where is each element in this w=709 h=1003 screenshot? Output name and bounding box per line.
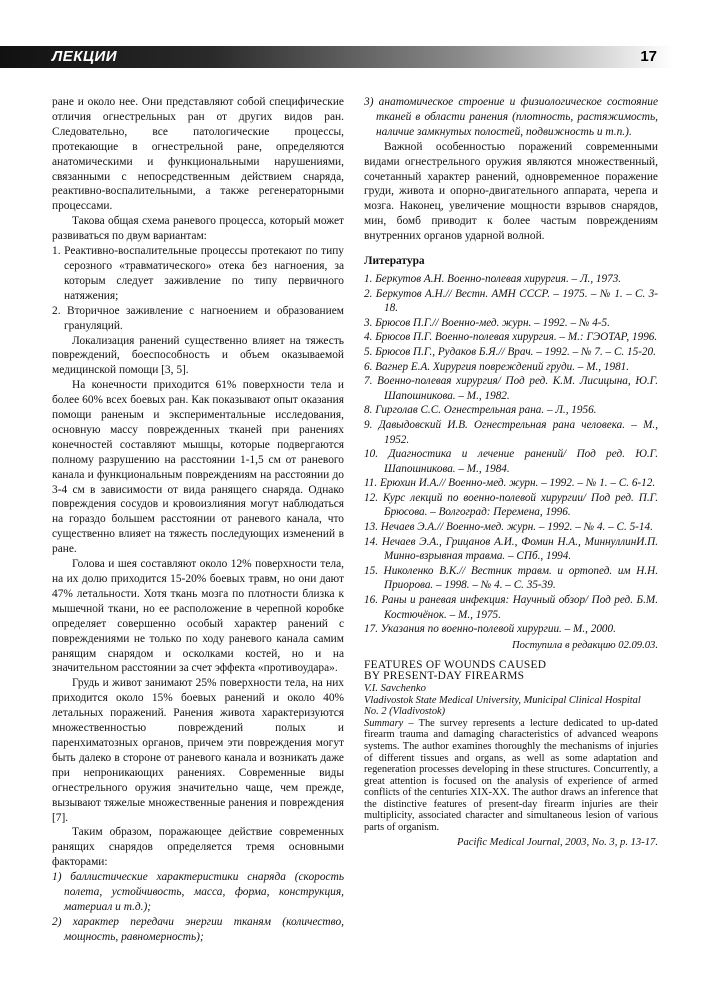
factor-item: 3) анатомическое строение и физиологическое состояние тканей в области ранения (плотность, растяжимость, наличие замкнутых полостей, подвижность и т.п.). xyxy=(364,96,658,138)
paragraph: ране и около нее. Они представляют собой специфические отличия огнестрельных ран от других видов ран. Следовательно, все патологические процессы, протекающие в огнестрельной ране, определяются анатомическими и функциональными нарушениями, связанными с непосредственным действием снаряда, реактивно-воспалительными, а также регенераторными процессами. xyxy=(52,96,344,213)
reference-item: 12. Курс лекций по военно-полевой хирургии/ Под ред. П.Г. Брюсова. – Волгоград: Перемена, 1996. xyxy=(364,491,658,519)
paragraph: Локализация ранений существенно влияет на тяжесть повреждений, боеспособность и объем оказываемой медицинской помощи [3, 5]. xyxy=(52,334,344,377)
english-title-line: FEATURES OF WOUNDS CAUSED xyxy=(364,658,547,671)
journal-citation: Pacific Medical Journal, 2003, No. 3, p. 13-17. xyxy=(457,836,658,848)
reference-item: 16. Раны и раневая инфекция: Научный обзор/ Под ред. Б.М. Костючёнок. – М., 1975. xyxy=(364,594,658,621)
reference-item: 5. Брюсов П.Г., Рудаков Б.Я.// Врач. – 1992. – № 7. – С. 15-20. xyxy=(364,345,656,358)
english-affiliation: Vladivostok State Medical University, Municipal Clinical Hospital No. 2 (Vladivostok) xyxy=(364,694,641,718)
reference-item: 14. Нечаев Э.А., Грицанов А.И., Фомин Н.А., МиннуллинИ.П. Минно-взрывная травма. – СПб., 1994. xyxy=(364,535,658,563)
reference-list xyxy=(364,272,658,637)
section-title: ЛЕКЦИИ xyxy=(52,48,118,65)
reference-item: 17. Указания по военно-полевой хирургии. – М., 2000. xyxy=(364,623,616,636)
reference-item: 1. Беркутов А.Н. Военно-полевая хирургия. – Л., 1973. xyxy=(364,272,622,285)
summary-text: – The survey represents a lecture dedicated to up-dated firearm trauma and damaging characteristics of advanced weapons systems. The author examines thoroughly the mechanisms of injuries of different tissues and organs, as well as some adaptation and regeneration processes developing in these structures. Concurrently, a great attention is focused on the analysis of experience of armed conflicts of the centuries XIX-XX. The author draws an inference that the distinctive features of present-day firearm injuries are their multiplicity, associated character and simultaneous lesion of various parts of organism. xyxy=(364,717,658,834)
reference-item: 15. Николенко В.К.// Вестник травм. и ортопед. им Н.Н. Приорова. – 1998. – № 4. – С. 35-39. xyxy=(364,564,658,592)
english-title-line: BY PRESENT-DAY FIREARMS xyxy=(364,670,525,683)
english-author: V.I. Savchenko xyxy=(364,682,426,694)
references-heading: Литература xyxy=(364,255,425,268)
left-column xyxy=(52,95,344,945)
paragraph: Голова и шея составляют около 12% поверхности тела, на их долю приходится 15-20% боевых травм, но они дают 47% летальности. Хотя ткань мозга по плотности близка к мышечной ткани, но ее расположение в черепной коробке определяет совершенно особый характер ранений с повреждениями не только по ходу раневого канала самим ранящим снарядом и осколками костей, но и на значительном расстоянии за счет эффекта «противоудара». xyxy=(52,558,344,675)
factor-item: 2) характер передачи энергии тканям (количество, мощность, равномерность); xyxy=(52,915,344,943)
variant-item: 1. Реактивно-воспалительные процессы протекают по типу серозного «травматического» отека без нагноения, за которым следует заживление по типу первичного натяжения; xyxy=(52,245,344,302)
paragraph: Грудь и живот занимают 25% поверхности тела, на них приходится около 15% боевых ранений и около 40% летальных поражений. Ранения живота характеризуются множественностью повреждений полых и паренхиматозных органов, причем эти повреждения могут быть далеко в стороне от раневого канала и возникать даже при непроникающих ранениях. Современные виды огнестрельного оружия значительно чаще, чем прежде, вызывают тяжелые множественные ранения и повреждения [7]. xyxy=(52,677,344,824)
page-number: 17 xyxy=(640,48,657,65)
summary-label: Summary xyxy=(364,717,404,729)
factor-item: 1) баллистические характеристики снаряда (скорость полета, устойчивость, масса, форма, конструкция, материал и т.д.); xyxy=(52,871,344,913)
reference-item: 8. Гирголав С.С. Огнестрельная рана. – Л., 1956. xyxy=(364,404,597,417)
reference-item: 3. Брюсов П.Г.// Военно-мед. журн. – 1992. – № 4-5. xyxy=(364,316,610,329)
reference-item: 9. Давыдовский И.В. Огнестрельная рана человека. – М., 1952. xyxy=(364,418,658,446)
variant-item: 2. Вторичное заживление с нагноением и образованием грануляций. xyxy=(52,304,344,332)
paragraph: На конечности приходится 61% поверхности тела и более 60% всех боевых ран. Как показывают опыт оказания помощи раненым и экспериментальные исследования, основную массу поврежденных тканей при ранениях конечностей составляют мышцы, которые подвергаются полному разрушению на расстоянии 1-1,5 см от раневого канала и функциональным повреждениям на расстоянии до 3-4 см в зависимости от вида ранящего снаряда. Однако повреждения сосудов и кровоизлияния могут наблюдаться на гораздо большем расстоянии от раневого канала, что существенно влияет на тяжесть последующих изменений в ране. xyxy=(52,379,344,556)
reference-item: 10. Диагностика и лечение ранений/ Под ред. Ю.Г. Шапошникова. – М., 1984. xyxy=(364,448,658,475)
reference-item: 6. Вагнер Е.А. Хирургия повреждений груди. – М., 1981. xyxy=(364,360,630,373)
paragraph: Таким образом, поражающее действие современных ранящих снарядов определяется тремя основными факторами: xyxy=(52,826,344,869)
reference-item: 2. Беркутов А.Н.// Вестн. АМН СССР. – 1975. – № 1. – С. 3-18. xyxy=(364,287,658,315)
reference-item: 11. Ерюхин И.А.// Военно-мед. журн. – 1992. – № 1. – С. 6-12. xyxy=(364,477,656,490)
received-date: Поступила в редакцию 02.09.03. xyxy=(511,639,658,651)
reference-item: 4. Брюсов П.Г. Военно-полевая хирургия. – М.: ГЭОТАР, 1996. xyxy=(364,331,658,344)
reference-item: 7. Военно-полевая хирургия/ Под ред. К.М. Лисицына, Ю.Г. Шапошникова. – М., 1982. xyxy=(364,375,658,402)
paragraph: Важной особенностью поражений современными видами огнестрельного оружия являются множественный, сочетанный характер ранений, одновременное поражение груди, живота и опорно-двигательного аппарата, черепа и мозга. Наконец, увеличение мощности взрывов снарядов, мин, бомб приводит к более частым повреждениям внутренних органов ударной волной. xyxy=(364,140,658,243)
reference-item: 13. Нечаев Э.А.// Военно-мед. журн. – 1992. – № 4. – С. 5-14. xyxy=(364,521,653,534)
page-header xyxy=(0,46,709,68)
right-column xyxy=(364,95,658,851)
english-title xyxy=(364,660,658,683)
english-summary xyxy=(364,718,658,834)
paragraph: Такова общая схема раневого процесса, который может развиваться по двум вариантам: xyxy=(52,215,344,243)
